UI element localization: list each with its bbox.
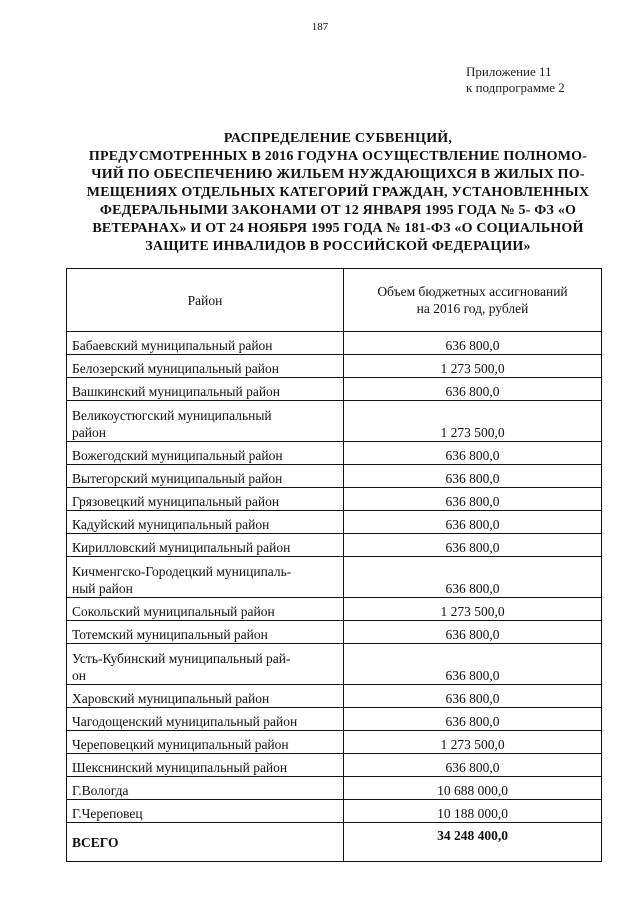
table-row (67, 511, 602, 534)
district-name: Чагодощенский муниципальный район (67, 708, 344, 731)
appendix-line-2: к подпрограмме 2 (466, 80, 565, 95)
table-row (67, 488, 602, 511)
table-row (67, 442, 602, 465)
header-amount (344, 269, 602, 332)
district-amount: 1 273 500,0 (344, 731, 602, 754)
district-name-line-2: район (72, 425, 106, 440)
header-amount-line-1: Объем бюджетных ассигнований (377, 284, 568, 299)
table-row (67, 465, 602, 488)
title-line: РАСПРЕДЕЛЕНИЕ СУБВЕНЦИЙ, (223, 131, 453, 146)
district-amount: 636 800,0 (344, 708, 602, 731)
table-row (67, 621, 602, 644)
district-amount: 636 800,0 (344, 754, 602, 777)
total-row (67, 823, 602, 862)
table-row (67, 685, 602, 708)
title-line: ЧИЙ ПО ОБЕСПЕЧЕНИЮ ЖИЛЬЕМ НУЖДАЮЩИХСЯ В ЖИЛЫХ ПО- (91, 167, 585, 182)
district-name-line-1: Великоустюгский муниципальный (72, 408, 272, 423)
district-amount: 636 800,0 (344, 621, 602, 644)
district-name: Харовский муниципальный район (67, 685, 344, 708)
document-title (58, 130, 618, 256)
district-name: Шекснинский муниципальный район (67, 754, 344, 777)
district-name: Тотемский муниципальный район (67, 621, 344, 644)
district-amount: 636 800,0 (344, 557, 602, 598)
district-name: Г.Вологда (67, 777, 344, 800)
district-amount: 636 800,0 (344, 511, 602, 534)
district-name: Вашкинский муниципальный район (67, 378, 344, 401)
district-amount: 636 800,0 (344, 534, 602, 557)
table-header-row (67, 269, 602, 332)
table-row (67, 401, 602, 442)
district-name: Вытегорский муниципальный район (67, 465, 344, 488)
table-row (67, 557, 602, 598)
appendix-line-1: Приложение 11 (466, 64, 552, 79)
table-row (67, 731, 602, 754)
district-name: Белозерский муниципальный район (67, 355, 344, 378)
title-line: ФЕДЕРАЛЬНЫМИ ЗАКОНАМИ ОТ 12 ЯНВАРЯ 1995 ГОДА № 5- ФЗ «О (99, 203, 577, 218)
table-row (67, 598, 602, 621)
district-name-line-1: Кичменгско-Городецкий муниципаль- (72, 564, 292, 579)
subsidy-table (66, 268, 602, 862)
total-label: ВСЕГО (67, 823, 344, 862)
page-number: 187 (311, 21, 329, 33)
district-name: Грязовецкий муниципальный район (67, 488, 344, 511)
title-line: МЕЩЕНИЯХ ОТДЕЛЬНЫХ КАТЕГОРИЙ ГРАЖДАН, УСТАНОВЛЕННЫХ (86, 185, 590, 200)
district-amount: 1 273 500,0 (344, 598, 602, 621)
title-line: ЗАЩИТЕ ИНВАЛИДОВ В РОССИЙСКОЙ ФЕДЕРАЦИИ» (145, 239, 531, 254)
district-name (67, 557, 344, 598)
table-row (67, 777, 602, 800)
district-name: Вожегодский муниципальный район (67, 442, 344, 465)
district-name: Кирилловский муниципальный район (67, 534, 344, 557)
table-row (67, 754, 602, 777)
district-amount: 636 800,0 (344, 332, 602, 355)
table-row (67, 332, 602, 355)
table-row (67, 355, 602, 378)
header-district: Район (67, 269, 344, 332)
district-amount: 10 688 000,0 (344, 777, 602, 800)
district-name: Г.Череповец (67, 800, 344, 823)
table-row (67, 800, 602, 823)
district-name (67, 644, 344, 685)
district-name-line-1: Усть-Кубинский муниципальный рай- (72, 651, 291, 666)
appendix-note (466, 64, 565, 96)
district-name: Череповецкий муниципальный район (67, 731, 344, 754)
total-amount: 34 248 400,0 (344, 823, 602, 862)
table-row (67, 708, 602, 731)
district-amount: 1 273 500,0 (344, 401, 602, 442)
table-row (67, 378, 602, 401)
district-name: Кадуйский муниципальный район (67, 511, 344, 534)
header-amount-line-2: на 2016 год, рублей (416, 301, 529, 316)
title-line: ВЕТЕРАНАХ» И ОТ 24 НОЯБРЯ 1995 ГОДА № 181-ФЗ «О СОЦИАЛЬНОЙ (92, 221, 584, 236)
title-line: ПРЕДУСМОТРЕННЫХ В 2016 ГОДУНА ОСУЩЕСТВЛЕНИЕ ПОЛНОМО- (88, 149, 588, 164)
district-amount: 10 188 000,0 (344, 800, 602, 823)
district-amount: 636 800,0 (344, 378, 602, 401)
district-name-line-2: ный район (72, 581, 133, 596)
district-amount: 636 800,0 (344, 685, 602, 708)
district-amount: 1 273 500,0 (344, 355, 602, 378)
district-name-line-2: он (72, 668, 86, 683)
district-name (67, 401, 344, 442)
table-row (67, 534, 602, 557)
district-amount: 636 800,0 (344, 488, 602, 511)
district-amount: 636 800,0 (344, 644, 602, 685)
district-amount: 636 800,0 (344, 442, 602, 465)
district-amount: 636 800,0 (344, 465, 602, 488)
table-row (67, 644, 602, 685)
district-name: Бабаевский муниципальный район (67, 332, 344, 355)
district-name: Сокольский муниципальный район (67, 598, 344, 621)
